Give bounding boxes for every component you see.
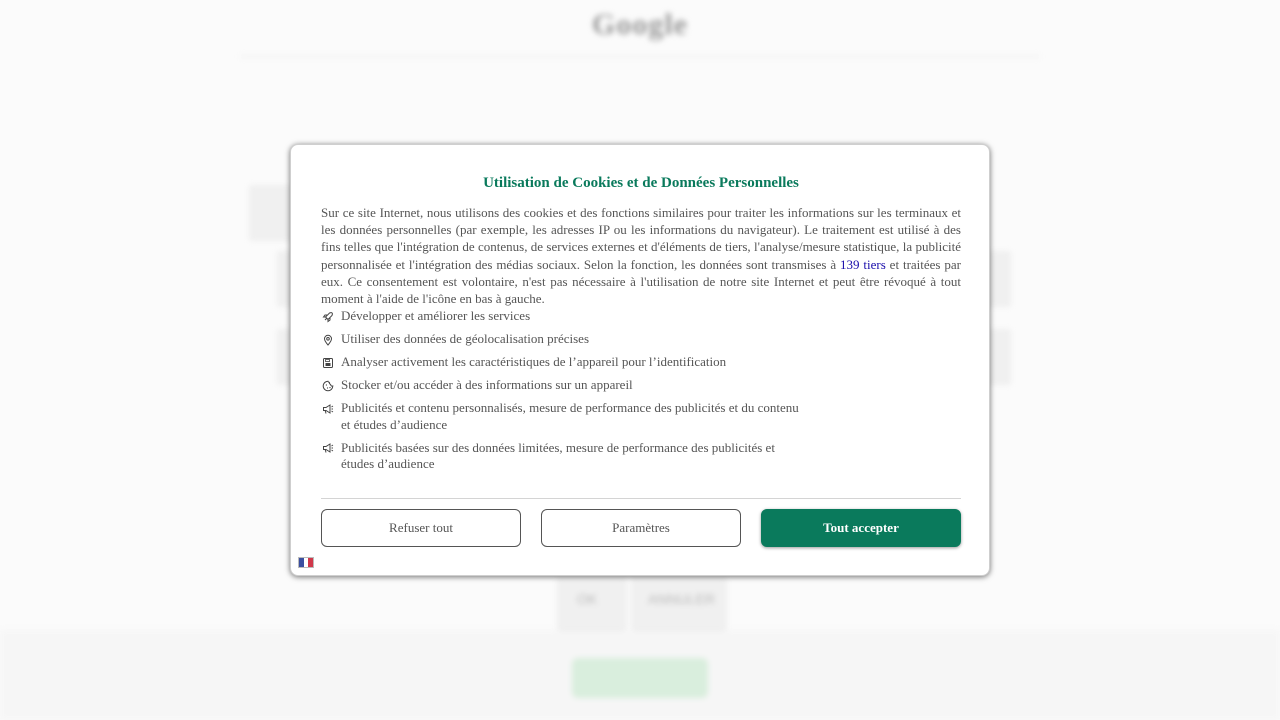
refuse-all-button[interactable]: Refuser tout	[321, 509, 521, 547]
purpose-label: Stocker et/ou accéder à des informations sur un appareil	[341, 377, 633, 392]
purpose-item	[321, 440, 811, 473]
dialog-description	[321, 204, 961, 307]
purpose-item	[321, 354, 961, 371]
purpose-item	[321, 377, 961, 394]
purpose-label: Utiliser des données de géolocalisation précises	[341, 331, 590, 346]
purpose-item	[321, 308, 961, 325]
device-icon	[321, 356, 334, 369]
bg-green-button	[572, 658, 708, 698]
megaphone-icon	[321, 442, 334, 455]
purpose-item	[321, 400, 811, 433]
location-pin-icon	[321, 333, 334, 346]
description-text-end: et traitées par eux. Ce consentement est volontaire, n'est pas nécessaire à l'utilisation de notre site Internet et peut être révoqué à tout moment à l'aide de l'icône en bas à gauche.	[321, 256, 961, 307]
accept-all-button[interactable]: Tout accepter	[761, 509, 961, 547]
dialog-divider	[321, 498, 961, 499]
dialog-title: Utilisation de Cookies et de Données Personnelles	[483, 175, 799, 191]
purpose-item	[321, 331, 961, 348]
settings-button[interactable]: Paramètres	[541, 509, 741, 547]
purpose-label: Analyser activement les caractéristiques de l’appareil pour l’identification	[341, 354, 727, 369]
purpose-label: Développer et améliorer les services	[341, 308, 531, 323]
header-divider	[240, 56, 1040, 57]
purpose-label: Publicités basées sur des données limitées, mesure de performance des publicités et études d’audience	[341, 439, 775, 471]
bg-cancel-label: ANNULER	[648, 591, 715, 607]
description-text: Sur ce site Internet, nous utilisons des cookies et des fonctions similaires pour traiter les informations sur les terminaux et les données personnelles (par exemple, les adresses IP ou les informations du navigateur). Le traitement est utilisé à des fins telles que l'intégration de contenus, de services externes et d'éléments de tiers, l'analyse/mesure statistique, la publicité personnalisée et l'intégration des médias sociaux. Selon la fonction, les données sont transmises à	[321, 205, 961, 272]
rocket-icon	[321, 310, 334, 323]
fr-flag-icon[interactable]	[298, 557, 314, 568]
cookie-icon	[321, 379, 334, 392]
cookie-consent-dialog	[290, 144, 990, 576]
bg-ok-label: OK	[577, 591, 598, 607]
site-logo: Google	[592, 8, 688, 41]
megaphone-icon	[321, 402, 334, 415]
third-parties-link[interactable]: 139 tiers	[840, 256, 886, 272]
purpose-label: Publicités et contenu personnalisés, mesure de performance des publicités et du contenu et études d’audience	[341, 400, 799, 432]
purpose-list	[321, 308, 961, 479]
